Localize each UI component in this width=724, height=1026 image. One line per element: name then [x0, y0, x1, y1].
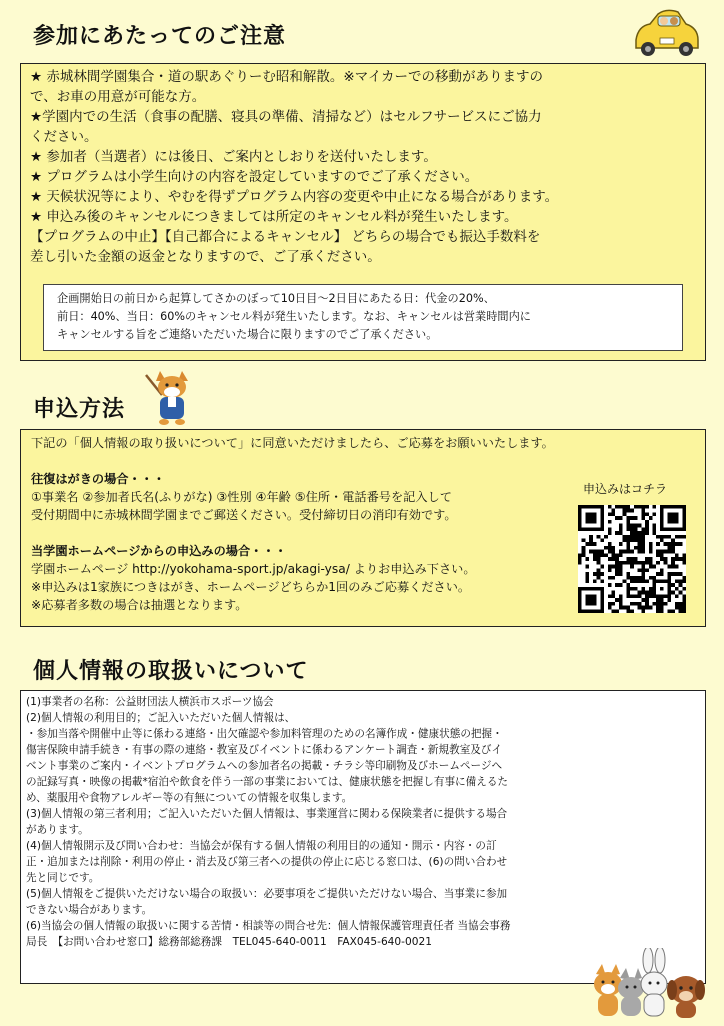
postcard-line: 受付期間中に赤城林間学園までご郵送ください。受付締切日の消印有効です。 [31, 508, 457, 522]
privacy-line: (3)個人情報の第三者利用；ご記入いただいた個人情報は、事業運営に関わる保険業者に提供する場合 [26, 808, 508, 820]
privacy-line: の記録写真・映像の掲載*宿泊や飲食を伴う一部の事業においては、健康状態を把握し有事に備えるた [26, 776, 509, 788]
application-box [20, 429, 706, 627]
privacy-line: (1)事業者の名称：公益財団法人横浜市スポーツ協会 [26, 696, 274, 708]
privacy-line: ・参加当落や開催中止等に係わる連絡・出欠確認や参加料管理のための名簿作成・健康状態の把握・ [26, 728, 503, 740]
web-line: ※申込みは1家族につきはがき、ホームページどちらか1回のみご応募ください。 [31, 580, 471, 594]
notes-line: 【プログラムの中止】【自己都合によるキャンセル】 どちらの場合でも振込手数料を [30, 229, 541, 245]
privacy-line: できない場合があります。 [26, 904, 153, 916]
application-intro: 下記の「個人情報の取り扱いについて」に同意いただけましたら、ご応募をお願いいたします。 [31, 436, 554, 450]
postcard-line: ①事業名 ②参加者氏名(ふりがな) ③性別 ④年齢 ⑤住所・電話番号を記入して [31, 490, 452, 504]
notes-line: ★ 天候状況等により、やむを得ずプログラム内容の変更や中止になる場合があります。 [30, 189, 559, 205]
privacy-line: め、薬服用や食物アレルギー等の有無についての情報を収集します。 [26, 792, 353, 804]
web-heading: 当学園ホームページからの申込みの場合・・・ [31, 544, 287, 558]
privacy-line: (6)当協会の個人情報の取扱いに関する苦情・相談等の問合せ先：個人情報保護管理責任者 当協会事務 [26, 920, 511, 932]
privacy-line: (2)個人情報の利用目的；ご記入いただいた個人情報は、 [26, 712, 296, 724]
privacy-box [20, 690, 706, 984]
privacy-line: があります。 [26, 824, 89, 836]
cancel-policy-line: キャンセルする旨をご連絡いただいた場合に限りますのでご了承ください。 [57, 328, 438, 341]
animal-group-icon [590, 948, 718, 1026]
notes-line: で、お車の用意が可能な方。 [30, 89, 206, 105]
web-line: ※応募者多数の場合は抽選となります。 [31, 598, 248, 612]
notes-line: ください。 [30, 129, 98, 145]
web-line: 学園ホームページ http://yokohama-sport.jp/akagi-ysa/ よりお申込み下さい。 [31, 562, 476, 576]
notes-line: ★ 参加者（当選者）には後日、ご案内としおりを送付いたします。 [30, 149, 437, 165]
section-title-notes: 参加にあたってのご注意 [33, 24, 287, 49]
yellow-car-icon [628, 6, 704, 66]
privacy-line: 正・追加または削除・利用の停止・消去及び第三者への提供の停止に応じる窓口は、(6)の問い合わせ [26, 856, 508, 868]
section-title-application: 申込方法 [33, 397, 126, 422]
postcard-heading: 往復はがきの場合・・・ [31, 472, 166, 486]
privacy-line: 傷害保険申請手続き・有事の際の連絡・教室及びイベントに係わるアンケート調査・新規教室及びイ [26, 744, 503, 756]
cancel-policy-line: 前日：40%、当日：60%のキャンセル料が発生いたします。なお、キャンセルは営業時間内に [57, 310, 531, 323]
section-title-privacy: 個人情報の取扱いについて [33, 659, 309, 684]
notes-line: ★ 赤城林間学園集合・道の駅あぐりーむ昭和解散。※マイカーでの移動がありますの [30, 69, 544, 85]
notes-line: ★ 申込み後のキャンセルにつきましては所定のキャンセル料が発生いたします。 [30, 209, 518, 225]
shiba-dog-pointer-icon [142, 365, 198, 431]
privacy-line: (4)個人情報開示及び問い合わせ：当協会が保有する個人情報の利用目的の通知・開示・内容・の訂 [26, 840, 497, 852]
cancel-policy-line: 企画開始日の前日から起算してさかのぼって10日目〜2日目にあたる日：代金の20%、 [57, 292, 495, 305]
privacy-line: (5)個人情報をご提供いただけない場合の取扱い：必要事項をご提供いただけない場合、当事業に参加 [26, 888, 508, 900]
privacy-line: 局長 【お問い合わせ窓口】総務部総務課 TEL045-640-0011 FAX045-640-0021 [26, 936, 432, 948]
notes-box [20, 63, 706, 361]
notes-line: ★学園内での生活（食事の配膳、寝具の準備、清掃など）はセルフサービスにご協力 [30, 109, 542, 125]
notes-line: 差し引いた金額の返金となりますので、ご了承ください。 [30, 249, 381, 265]
notes-line: ★ プログラムは小学生向けの内容を設定していますのでご了承ください。 [30, 169, 479, 185]
cancel-policy-box [43, 284, 683, 351]
qr-code-icon[interactable] [578, 505, 686, 613]
privacy-line: ベント事業のご案内・イベントプログラムへの参加者名の掲載・チラシ等印刷物及びホームページへ [26, 760, 503, 772]
privacy-line: 先と同じです。 [26, 872, 100, 884]
qr-label: 申込みはコチラ [583, 482, 668, 496]
